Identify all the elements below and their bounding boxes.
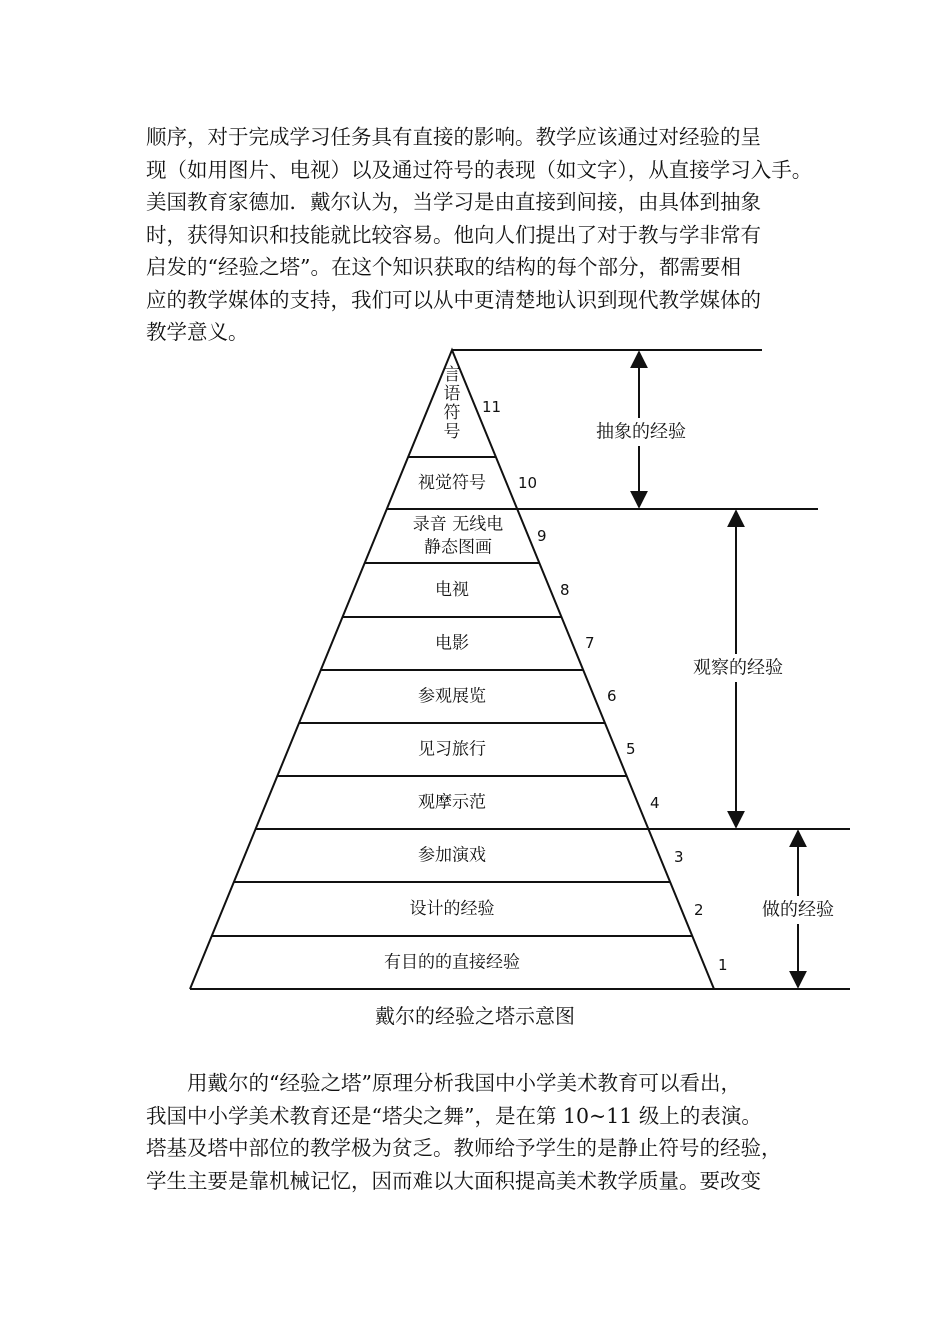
text-line: 时，获得知识和技能就比较容易。他向人们提出了对于教与学非常有 (146, 222, 761, 247)
text-line: 美国教育家德加．戴尔认为，当学习是由直接到间接，由具体到抽象 (146, 190, 761, 214)
tier-label-char: 语 (443, 384, 461, 404)
experience-ranges (593, 352, 846, 987)
body-paragraph-bottom (146, 1067, 816, 1197)
tier-label-char: 号 (443, 422, 461, 442)
text-line: 用戴尔的“经验之塔”原理分析我国中小学美术教育可以看出， (187, 1071, 741, 1095)
tier-label-char: 言 (443, 365, 461, 385)
range-label: 做的经验 (762, 899, 834, 921)
tier-number: 9 (537, 527, 547, 545)
tier-number: 1 (718, 956, 728, 974)
tier-number: 7 (585, 634, 595, 652)
tier-number: 8 (560, 581, 570, 599)
tier-label-char: 符 (443, 403, 461, 423)
tier-label: 参加演戏 (418, 845, 486, 866)
tier-label: 有目的的直接经验 (384, 952, 520, 973)
tier-label: 电影 (435, 633, 469, 654)
range-label: 抽象的经验 (596, 421, 686, 443)
tier-label: 参观展览 (418, 686, 486, 707)
text-line: 塔基及塔中部位的教学极为贫乏。教师给予学生的是静止符号的经验， (146, 1136, 782, 1160)
tier-label: 电视 (435, 580, 469, 600)
tier-label: 视觉符号 (418, 473, 486, 493)
tier-number: 11 (482, 398, 502, 416)
tier-numbers (482, 398, 728, 974)
text-line: 我国中小学美术教育还是“塔尖之舞”，是在第 10~11 级上的表演。 (146, 1103, 762, 1128)
tier-number: 2 (694, 901, 704, 919)
tier-label: 设计的经验 (409, 899, 495, 919)
tier-number: 3 (674, 848, 684, 866)
tier-number: 10 (518, 474, 538, 492)
tier-label: 观摩示范 (418, 792, 486, 813)
tier-number: 5 (626, 740, 636, 758)
text-line: 顺序，对于完成学习任务具有直接的影响。教学应该通过对经验的呈 (146, 125, 761, 149)
text-line: 启发的“经验之塔”。在这个知识获取的结构的每个部分，都需要相 (146, 255, 741, 279)
tier-number: 4 (650, 794, 660, 812)
tier-label-line: 录音 无线电 (412, 514, 504, 535)
figure-caption: 戴尔的经验之塔示意图 (375, 1004, 575, 1028)
range-label: 观察的经验 (693, 657, 783, 679)
tier-number: 6 (607, 687, 617, 705)
tier-label-line: 静态图画 (424, 537, 492, 558)
text-line: 现（如用图片、电视）以及通过符号的表现（如文字），从直接学习入手。 (146, 157, 813, 182)
tier-label: 见习旅行 (418, 739, 486, 760)
text-line: 教学意义。 (146, 320, 249, 344)
text-line: 应的教学媒体的支持，我们可以从中更清楚地认识到现代教学媒体的 (146, 287, 761, 312)
text-line: 学生主要是靠机械记忆，因而难以大面积提高美术教学质量。要改变 (146, 1168, 761, 1193)
